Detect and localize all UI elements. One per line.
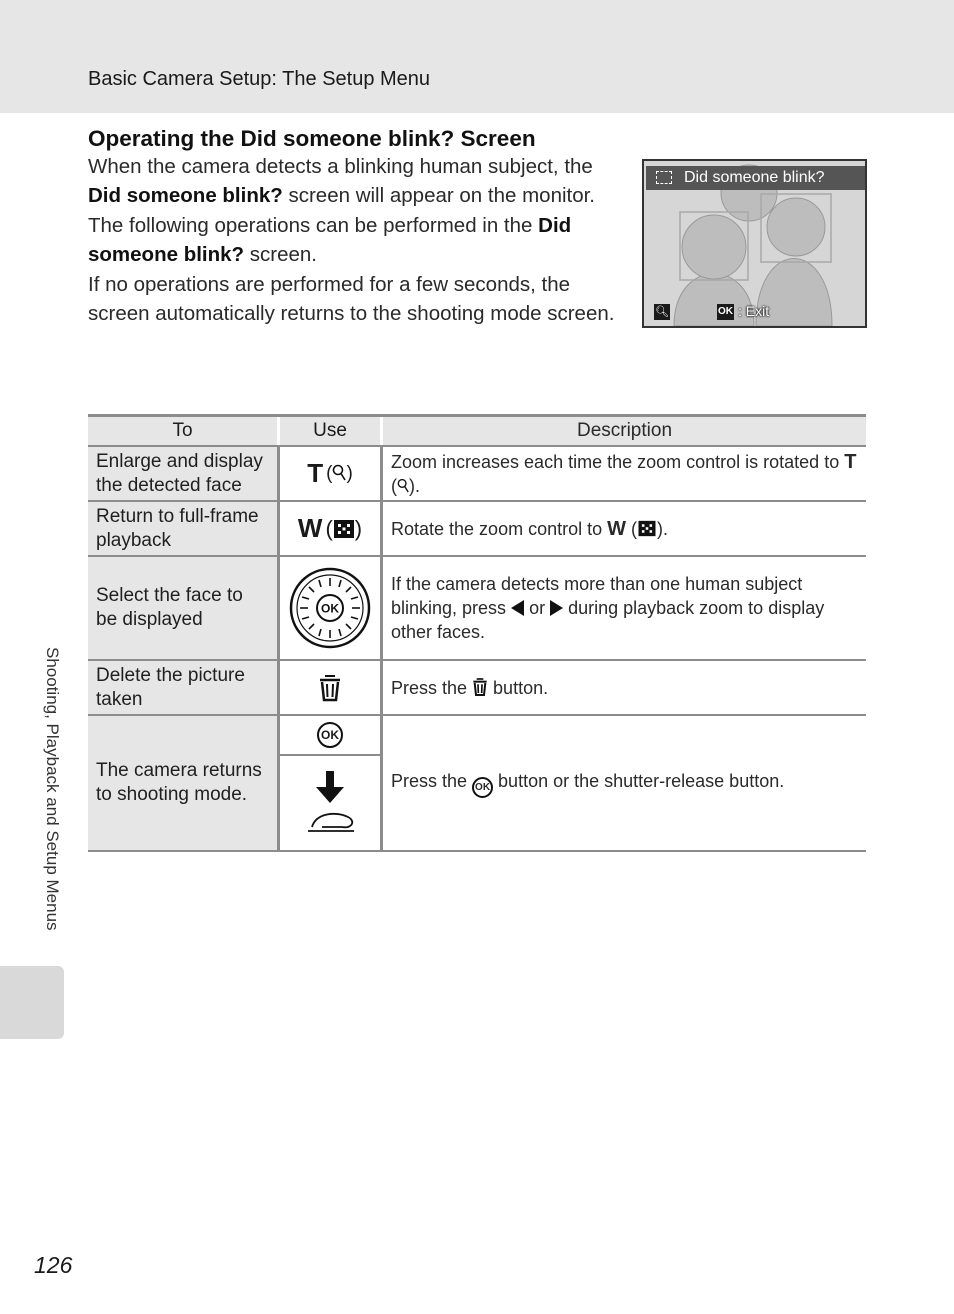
intro-paragraph-3: If no operations are performed for a few seconds, the screen automatically returns to the shooting mode screen. xyxy=(88,272,615,326)
side-section-tab xyxy=(0,966,64,1039)
table-header-row xyxy=(88,417,866,447)
row-to-text: Select the face to be displayed xyxy=(88,557,280,659)
desc-text-b: during playback zoom to display other faces. xyxy=(391,598,825,642)
use-split-cell xyxy=(280,716,383,850)
operations-table xyxy=(88,414,866,852)
desc-wide-letter: W xyxy=(607,517,627,540)
desc-text-b: button or the shutter-release button. xyxy=(493,770,785,791)
ok-button-icon xyxy=(280,716,380,756)
magnify-icon: ( ) xyxy=(391,475,415,496)
use-zoom-tele xyxy=(280,447,383,500)
header-use: Use xyxy=(280,417,383,445)
row-to-text: Return to full-frame playback xyxy=(88,502,280,555)
intro-p2-bold: Did someone blink? xyxy=(88,213,572,267)
camera-monitor-illustration xyxy=(642,159,867,328)
exit-label: : Exit xyxy=(738,303,770,319)
intro-p2-c: screen. xyxy=(244,243,317,267)
intro-p1-c: screen will appear on the monitor. xyxy=(282,184,596,208)
header-to: To xyxy=(88,417,280,445)
table-row xyxy=(88,502,866,557)
intro-p1-bold: Did someone blink? xyxy=(88,184,283,208)
table-row xyxy=(88,716,866,852)
ok-button-icon: OK xyxy=(472,777,493,798)
intro-paragraph-1 xyxy=(88,152,618,211)
intro-text xyxy=(88,152,618,328)
row-description xyxy=(383,716,866,850)
desc-text-b: . xyxy=(415,475,421,496)
thumbnail-grid-icon: ( ) xyxy=(631,518,664,539)
row-to-text: Enlarge and display the detected face xyxy=(88,447,280,500)
intro-paragraph-2 xyxy=(88,211,618,270)
wide-letter: W xyxy=(297,513,323,543)
shutter-release-icon xyxy=(280,756,380,850)
row-to-text: The camera returns to shooting mode. xyxy=(88,716,280,850)
blink-detect-icon xyxy=(656,171,672,184)
desc-text-a: Press the xyxy=(391,677,473,698)
header-band xyxy=(0,0,954,113)
desc-text-a: If the camera detects more than one human subject blinking, press xyxy=(391,574,803,618)
rotary-multi-selector-icon xyxy=(280,557,383,659)
desc-tele-letter: T xyxy=(844,450,857,473)
trash-icon xyxy=(472,677,488,697)
selector-ok-label: OK xyxy=(321,601,339,616)
desc-text-a: Zoom increases each time the zoom control is rotated to xyxy=(391,451,845,472)
row-description xyxy=(383,661,866,714)
desc-text-or: or xyxy=(524,598,551,618)
header-description: Description xyxy=(383,417,866,445)
desc-text-b: . xyxy=(663,518,669,539)
row-description xyxy=(383,557,866,659)
row-to-text: Delete the picture taken xyxy=(88,661,280,714)
magnify-icon: ( ) xyxy=(326,462,353,484)
zoom-playback-icon: 🔍︎ xyxy=(655,306,669,318)
desc-text-b: button. xyxy=(488,677,549,698)
right-arrow-icon xyxy=(550,600,563,616)
ok-label: OK xyxy=(317,722,343,748)
thumbnail-grid-icon: ( ) xyxy=(325,515,363,541)
ok-button-icon: OK xyxy=(717,304,734,320)
tele-letter: T xyxy=(307,458,324,488)
table-row xyxy=(88,447,866,502)
trash-icon xyxy=(280,661,383,714)
camera-title-bar xyxy=(646,166,865,190)
side-section-label: Shooting, Playback and Setup Menus xyxy=(43,647,62,931)
row-description xyxy=(383,447,866,500)
desc-text-a: Rotate the zoom control to xyxy=(391,518,608,539)
intro-p2-a: The following operations can be performed in the xyxy=(88,213,539,237)
header-title: Basic Camera Setup: The Setup Menu xyxy=(88,68,431,90)
desc-text-a: Press the xyxy=(391,770,473,791)
left-arrow-icon xyxy=(511,600,524,616)
intro-p1-a: When the camera detects a blinking human subject, the xyxy=(88,155,593,178)
table-row xyxy=(88,557,866,661)
section-heading: Operating the Did someone blink? Screen xyxy=(88,126,536,151)
camera-title-text: Did someone blink? xyxy=(684,169,825,186)
page-number: 126 xyxy=(34,1252,73,1278)
table-row xyxy=(88,661,866,716)
use-zoom-wide xyxy=(280,502,383,555)
row-description xyxy=(383,502,866,555)
